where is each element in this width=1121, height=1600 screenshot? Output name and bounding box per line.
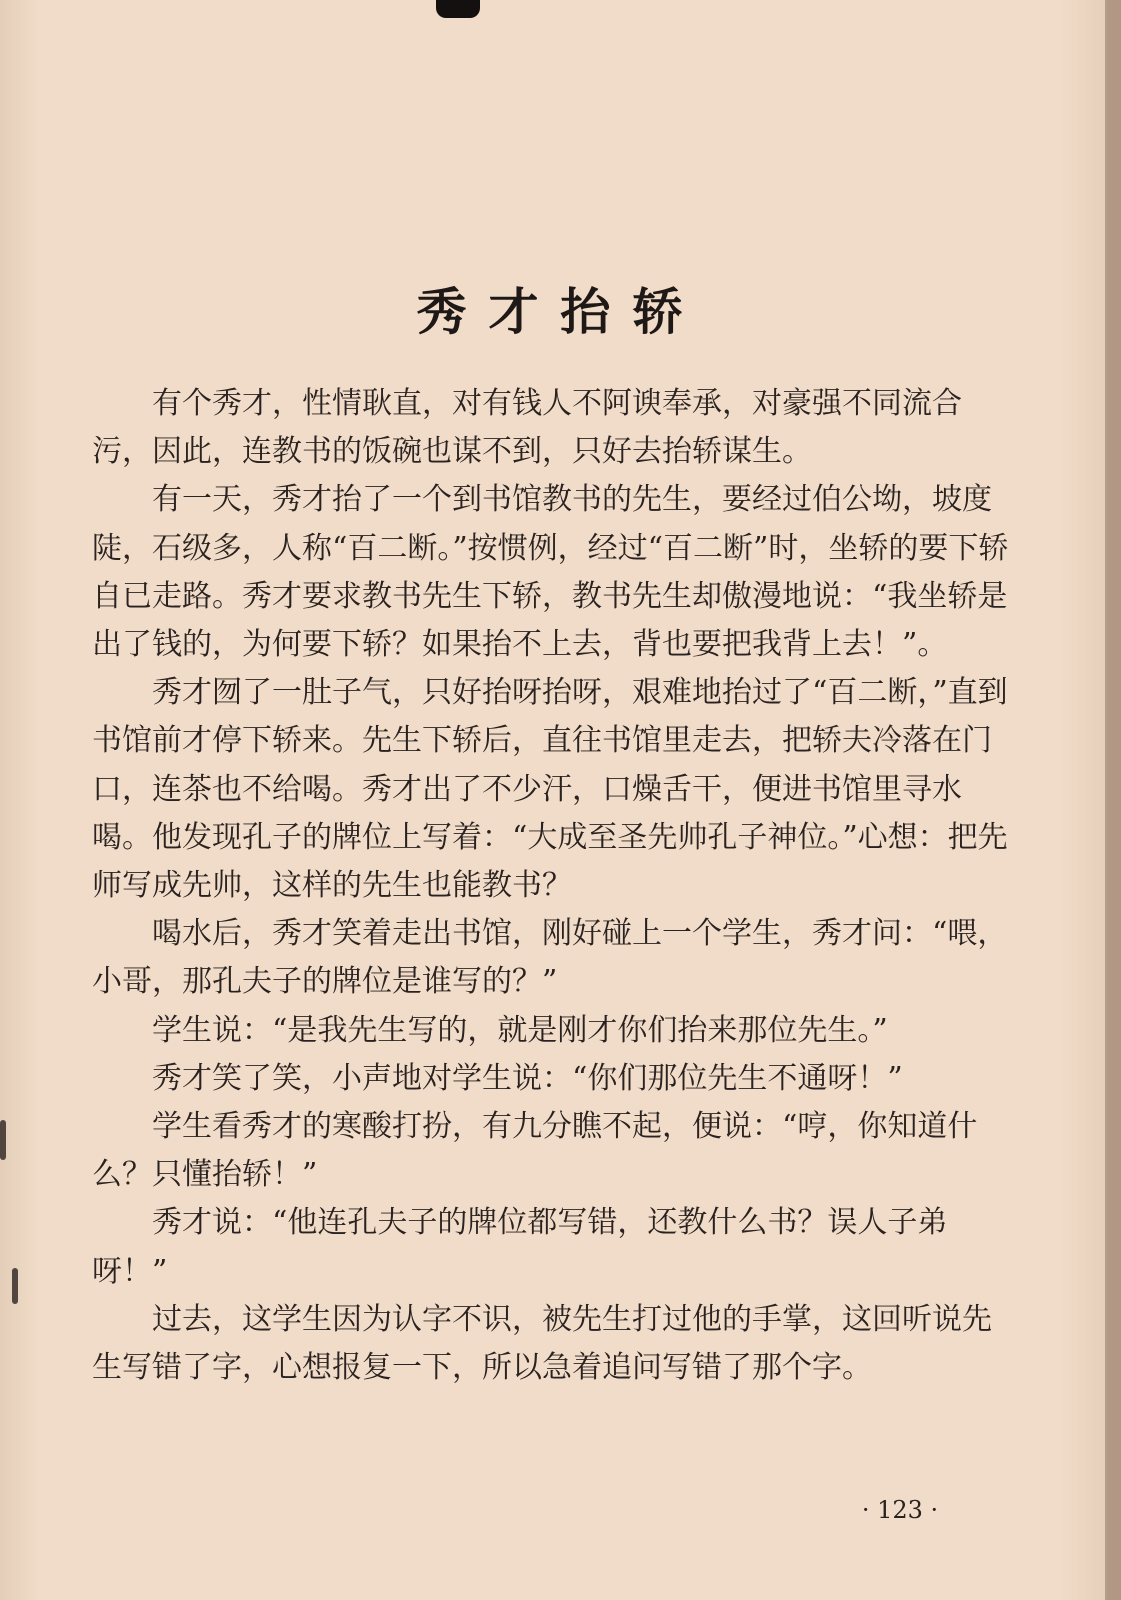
page-edge — [1107, 0, 1121, 1600]
paragraph: 秀才笑了笑，小声地对学生说：“你们那位先生不通呀！” — [152, 1060, 903, 1096]
paragraph: 秀才说：“他连孔夫子的牌位都写错，还教什么书？误人子弟呀！” — [92, 1205, 948, 1289]
story-body — [92, 380, 1012, 1392]
binding-mark — [436, 0, 480, 18]
paragraph: 学生说：“是我先生写的，就是刚才你们抬来那位先生。” — [152, 1012, 888, 1048]
page-number: · 123 · — [861, 1496, 939, 1524]
paragraph: 学生看秀才的寒酸打扮，有九分瞧不起，便说：“哼，你知道什么？只懂抬轿！” — [92, 1109, 978, 1193]
paragraph: 秀才囫了一肚子气，只好抬呀抬呀，艰难地抬过了“百二断，”直到书馆前才停下轿来。先生下轿后，直往书馆里走去，把轿夫冷落在门口，连茶也不给喝。秀才出了不少汗，口燥舌干，便进书馆里寻水喝。他发现孔子的牌位上写着：“大成至圣先帅孔子神位。”心想：把先师写成先帅，这样的先生也能教书？ — [92, 675, 1008, 904]
torn-edge-mark — [0, 1120, 6, 1160]
torn-edge-mark — [12, 1268, 18, 1304]
paragraph: 有个秀才，性情耿直，对有钱人不阿谀奉承，对豪强不同流合污，因此，连教书的饭碗也谋不到，只好去抬轿谋生。 — [92, 386, 962, 470]
paragraph: 过去，这学生因为认字不识，被先生打过他的手掌，这回听说先生写错了字，心想报复一下，所以急着追问写错了那个字。 — [92, 1301, 992, 1386]
paragraph: 喝水后，秀才笑着走出书馆，刚好碰上一个学生，秀才问：“喂，小哥，那孔夫子的牌位是谁写的？” — [92, 916, 1008, 1000]
story-title: 秀才抬轿 — [416, 282, 705, 341]
paragraph: 有一天，秀才抬了一个到书馆教书的先生，要经过伯公坳，坡度陡，石级多，人称“百二断。”按惯例，经过“百二断”时，坐轿的要下轿自已走路。秀才要求教书先生下轿，教书先生却傲漫地说：“我坐轿是出了钱的，为何要下轿？如果抬不上去，背也要把我背上去！”。 — [92, 482, 1009, 663]
